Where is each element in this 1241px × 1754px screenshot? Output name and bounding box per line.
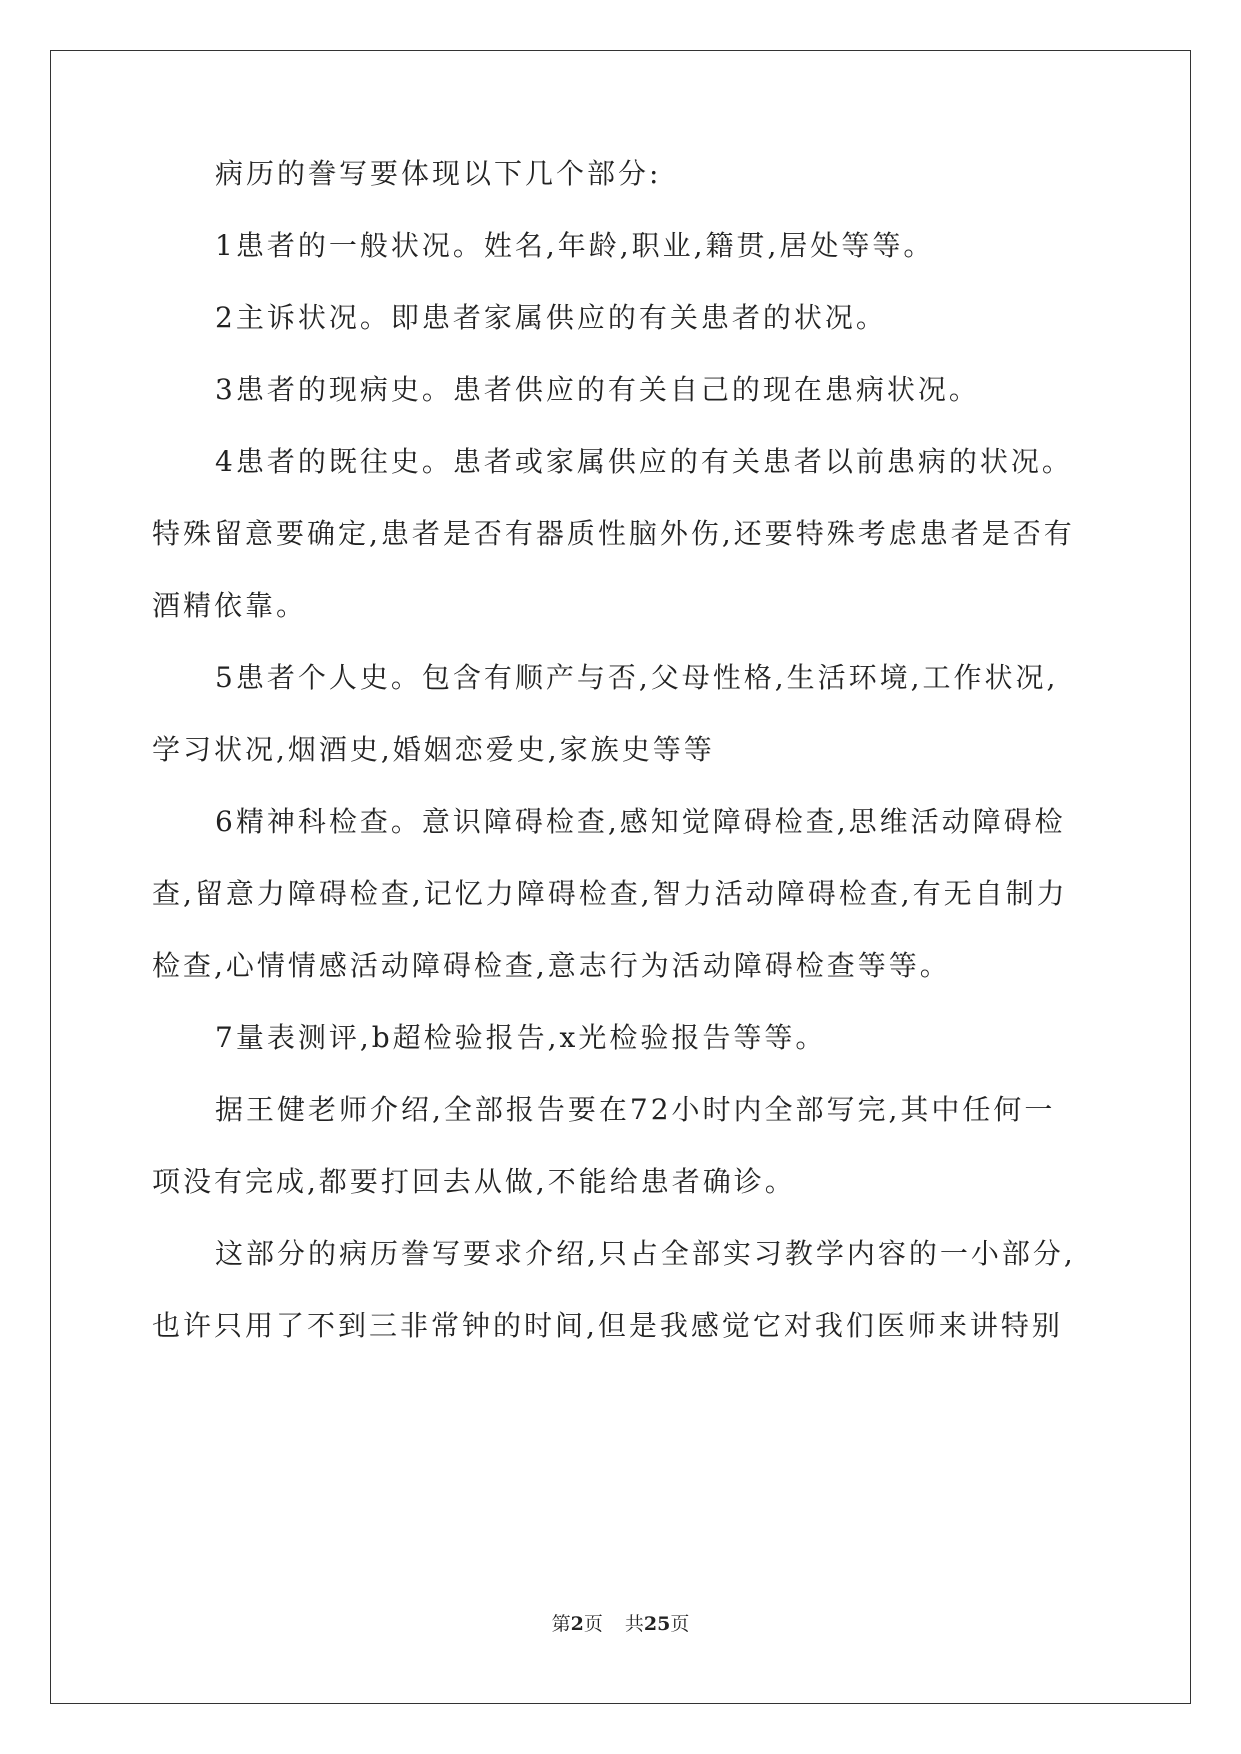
text-line: 2主诉状况。即患者家属供应的有关患者的状况。 xyxy=(215,301,887,334)
page-number: 2 xyxy=(570,1613,584,1635)
text-line: 也许只用了不到三非常钟的时间,但是我感觉它对我们医师来讲特别 xyxy=(152,1309,1063,1342)
text-line: 7量表测评,b超检验报告,x光检验报告等等。 xyxy=(215,1021,827,1054)
text-line: 这部分的病历誊写要求介绍,只占全部实习教学内容的一小部分, xyxy=(215,1237,1076,1270)
text-line: 6精神科检查。意识障碍检查,感知觉障碍检查,思维活动障碍检 xyxy=(215,805,1066,838)
page-suffix: 页 xyxy=(583,1613,603,1635)
total-suffix: 页 xyxy=(670,1613,690,1635)
text-line: 据王健老师介绍,全部报告要在72小时内全部写完,其中任何一 xyxy=(215,1093,1056,1126)
text-line: 酒精依靠。 xyxy=(152,589,308,622)
text-line: 特殊留意要确定,患者是否有器质性脑外伤,还要特殊考虑患者是否有 xyxy=(152,517,1075,550)
text-line: 检查,心情情感活动障碍检查,意志行为活动障碍检查等等。 xyxy=(152,949,951,982)
text-line: 1患者的一般状况。姓名,年龄,职业,籍贯,居处等等。 xyxy=(215,229,935,262)
text-line: 4患者的既往史。患者或家属供应的有关患者以前患病的状况。 xyxy=(215,445,1073,478)
text-line: 病历的誊写要体现以下几个部分: xyxy=(215,157,662,190)
text-line: 5患者个人史。包含有顺产与否,父母性格,生活环境,工作状况, xyxy=(215,661,1059,694)
text-line: 3患者的现病史。患者供应的有关自己的现在患病状况。 xyxy=(215,373,980,406)
text-line: 学习状况,烟酒史,婚姻恋爱史,家族史等等 xyxy=(152,733,715,766)
text-line: 查,留意力障碍检查,记忆力障碍检查,智力活动障碍检查,有无自制力 xyxy=(152,877,1068,910)
page-footer xyxy=(0,1612,1241,1636)
total-pages: 25 xyxy=(643,1613,671,1635)
total-prefix: 共 xyxy=(624,1613,644,1635)
page-prefix: 第 xyxy=(551,1613,571,1635)
text-line: 项没有完成,都要打回去从做,不能给患者确诊。 xyxy=(152,1165,796,1198)
